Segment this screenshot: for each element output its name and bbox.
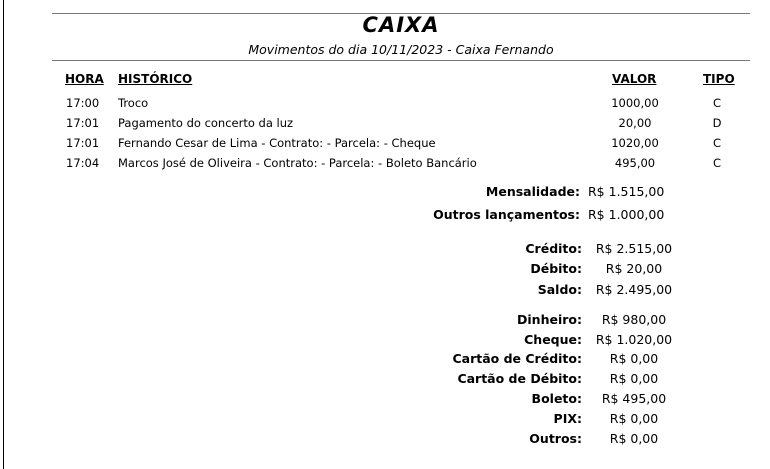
summary-value: R$ 2.495,00 [595,282,673,297]
summary-debito [0,261,770,279]
summary-outros-lancamentos [0,207,770,225]
summary-label: Débito: [530,261,582,276]
summary-saldo [0,282,770,300]
summary-pix [0,411,770,429]
summary-value: R$ 0,00 [609,431,659,446]
summary-label: Saldo: [537,282,582,297]
header-hora: HORA [65,72,104,86]
summary-label: PIX: [553,411,582,426]
cell-hora: 17:04 [66,156,100,170]
table-row [0,156,770,174]
summary-cartao-credito [0,351,770,369]
summary-value: R$ 20,00 [605,261,663,276]
summary-boleto [0,391,770,409]
summary-label: Cheque: [524,332,582,347]
summary-value: R$ 0,00 [609,411,659,426]
cell-hora: 17:01 [66,136,100,150]
summary-label: Cartão de Crédito: [452,351,582,366]
cell-hora: 17:01 [66,116,100,130]
report-title: CAIXA [362,13,440,37]
summary-label: Dinheiro: [517,312,582,327]
cell-valor: 20,00 [618,116,652,130]
cell-historico: Pagamento do concerto da luz [118,116,294,130]
summary-label: Crédito: [525,241,582,256]
summary-mensalidade [0,184,770,202]
summary-value: R$ 1.000,00 [588,207,665,222]
summary-cartao-debito [0,371,770,389]
summary-label: Outros lançamentos: [433,207,580,222]
header-tipo: TIPO [703,72,735,86]
cell-tipo: C [712,156,722,170]
summary-value: R$ 495,00 [601,391,667,406]
cell-tipo: D [712,116,722,130]
summary-label: Boleto: [531,391,582,406]
summary-dinheiro [0,312,770,330]
cell-tipo: C [712,136,722,150]
summary-outros [0,431,770,449]
cell-historico: Troco [118,96,149,110]
summary-value: R$ 1.515,00 [588,184,665,199]
header-bottom-rule [52,60,750,61]
summary-value: R$ 0,00 [609,371,659,386]
cell-hora: 17:00 [66,96,100,110]
cell-historico: Fernando Cesar de Lima - Contrato: - Parcela: - Cheque [118,136,436,150]
summary-label: Outros: [529,431,582,446]
cell-valor: 495,00 [614,156,656,170]
header-historico: HISTÓRICO [118,72,193,86]
cell-historico: Marcos José de Oliveira - Contrato: - Parcela: - Boleto Bancário [118,156,477,170]
summary-value: R$ 1.020,00 [595,332,673,347]
header-valor: VALOR [612,72,657,86]
cell-valor: 1000,00 [611,96,659,110]
summary-label: Mensalidade: [485,184,580,199]
cell-tipo: C [712,96,722,110]
summary-value: R$ 0,00 [609,351,659,366]
summary-label: Cartão de Débito: [457,371,582,386]
summary-credito [0,241,770,259]
summary-cheque [0,332,770,350]
cell-valor: 1020,00 [611,136,659,150]
table-row [0,136,770,154]
summary-value: R$ 980,00 [601,312,667,327]
table-row [0,96,770,114]
report-subtitle: Movimentos do dia 10/11/2023 - Caixa Fernando [248,42,554,57]
summary-value: R$ 2.515,00 [595,241,673,256]
table-row [0,116,770,134]
